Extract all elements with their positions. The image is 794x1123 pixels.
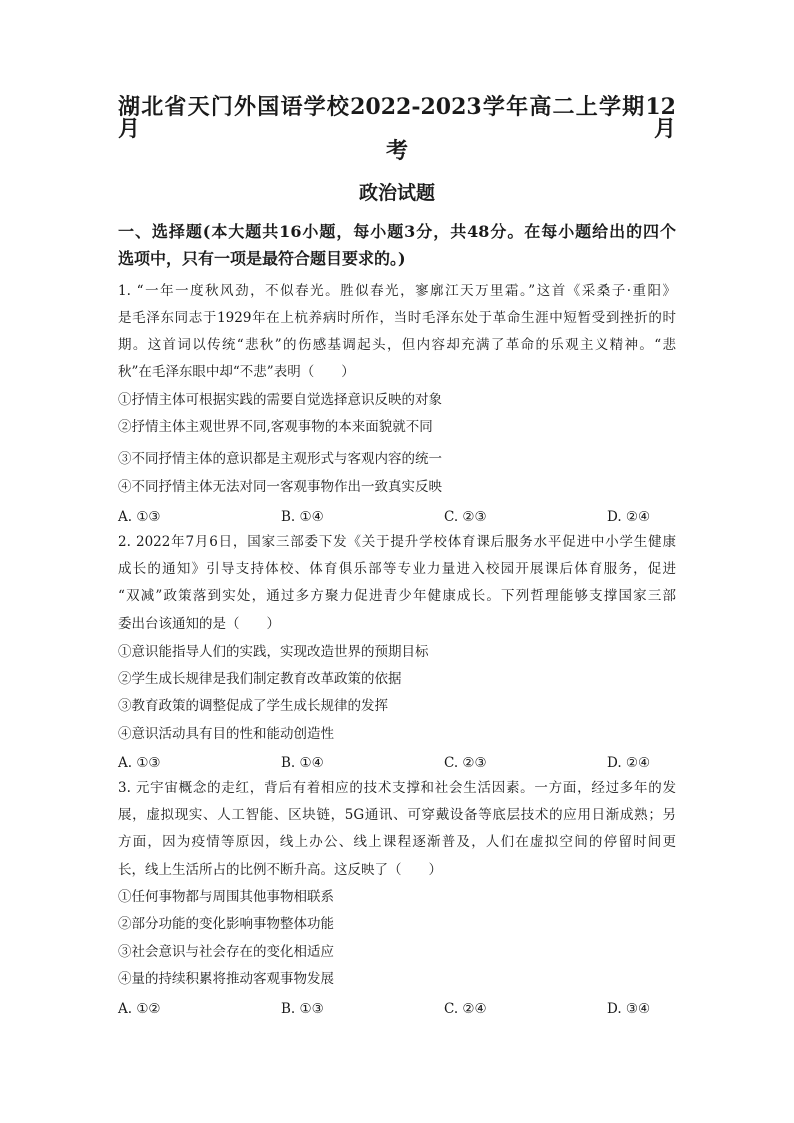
q2-option-2: ②学生成长规律是我们制定教育改革政策的依据 (118, 671, 402, 687)
q1-stem-line1: 1. “一年一度秋风劲，不似春光。胜似春光，寥廓江天万里霜。”这首《采桑子·重阳》 (118, 283, 676, 299)
q2-stem-line2: 成长的通知》引导支持体校、体育俱乐部等专业力量进入校园开展课后体育服务，促进 (118, 561, 676, 577)
q2-option-1: ①意识能指导人们的实践，实现改造世界的预期目标 (118, 644, 429, 660)
q3-option-3: ③社会意识与社会存在的变化相适应 (118, 944, 334, 960)
q2-stem-line1: 2. 2022年7月6日，国家三部委下发《关于提升学校体育课后服务水平促进中小学生健康 (118, 534, 676, 550)
q1-stem-line2: 是毛泽东同志于1929年在上杭养病时所作，当时毛泽东处于革命生涯中短暂受到挫折的时 (118, 310, 676, 326)
q2-stem-line4: 委出台该通知的是（ ） (118, 616, 280, 632)
q1-answers (118, 509, 676, 525)
q3-option-4: ④量的持续积累将推动客观事物发展 (118, 971, 334, 987)
q3-stem-line2: 展，虚拟现实、人工智能、区块链，5G通讯、可穿戴设备等底层技术的应用日渐成熟；另 (118, 807, 676, 823)
q2-answers (118, 755, 676, 771)
q2-answer-b: B. ①④ (281, 755, 324, 771)
q3-answer-c: C. ②④ (444, 1001, 487, 1017)
exam-title-line1: 湖北省天门外国语学校2022-2023学年高二上学期12月月 (118, 94, 676, 142)
q3-stem-line1: 3. 元宇宙概念的走红，背后有着相应的技术支撑和社会生活因素。一方面，经过多年的发 (118, 780, 676, 796)
q3-option-1: ①任何事物都与周围其他事物相联系 (118, 889, 334, 905)
q3-answer-b: B. ①③ (281, 1001, 324, 1017)
q1-option-4: ④不同抒情主体无法对同一客观事物作出一致真实反映 (118, 479, 442, 495)
q3-answers (118, 1001, 676, 1017)
section-heading-line2: 选项中，只有一项是最符合题目要求的。) (118, 249, 406, 268)
q1-option-2: ②抒情主体主观世界不同,客观事物的本来面貌就不同 (118, 419, 433, 435)
q1-stem-line4: 秋”在毛泽东眼中却“不悲”表明（ ） (118, 364, 355, 380)
q2-answer-a: A. ①③ (118, 755, 161, 771)
q1-answer-a: A. ①③ (118, 509, 161, 525)
q3-stem-line3: 方面，因为疫情等原因，线上办公、线上课程逐渐普及，人们在虚拟空间的停留时间更 (118, 834, 676, 850)
q1-answer-d: D. ②④ (607, 509, 651, 525)
q3-answer-a: A. ①② (118, 1001, 161, 1017)
q1-option-1: ①抒情主体可根据实践的需要自觉选择意识反映的对象 (118, 392, 442, 408)
exam-title-line2: 考 (385, 138, 408, 164)
q1-answer-b: B. ①④ (281, 509, 324, 525)
q2-option-3: ③教育政策的调整促成了学生成长规律的发挥 (118, 698, 388, 714)
q3-answer-d: D. ③④ (607, 1001, 651, 1017)
q2-option-4: ④意识活动具有目的性和能动创造性 (118, 726, 334, 742)
section-heading-line1: 一、选择题(本大题共16小题，每小题3分，共48分。在每小题给出的四个 (118, 222, 676, 241)
q3-option-2: ②部分功能的变化影响事物整体功能 (118, 916, 334, 932)
q1-option-3: ③不同抒情主体的意识都是主观形式与客观内容的统一 (118, 451, 442, 467)
q1-stem-line3: 期。这首词以传统“悲秋”的伤感基调起头，但内容却充满了革命的乐观主义精神。“悲 (118, 337, 676, 353)
q2-answer-d: D. ②④ (607, 755, 651, 771)
q2-answer-c: C. ②③ (444, 755, 487, 771)
q2-stem-line3: “双减”政策落到实处，通过多方聚力促进青少年健康成长。下列哲理能够支撑国家三部 (118, 588, 676, 604)
q3-stem-line4: 长，线上生活所占的比例不断升高。这反映了（ ） (118, 862, 442, 878)
exam-subtitle: 政治试题 (358, 182, 435, 204)
q1-answer-c: C. ②③ (444, 509, 487, 525)
section-heading (118, 218, 676, 272)
